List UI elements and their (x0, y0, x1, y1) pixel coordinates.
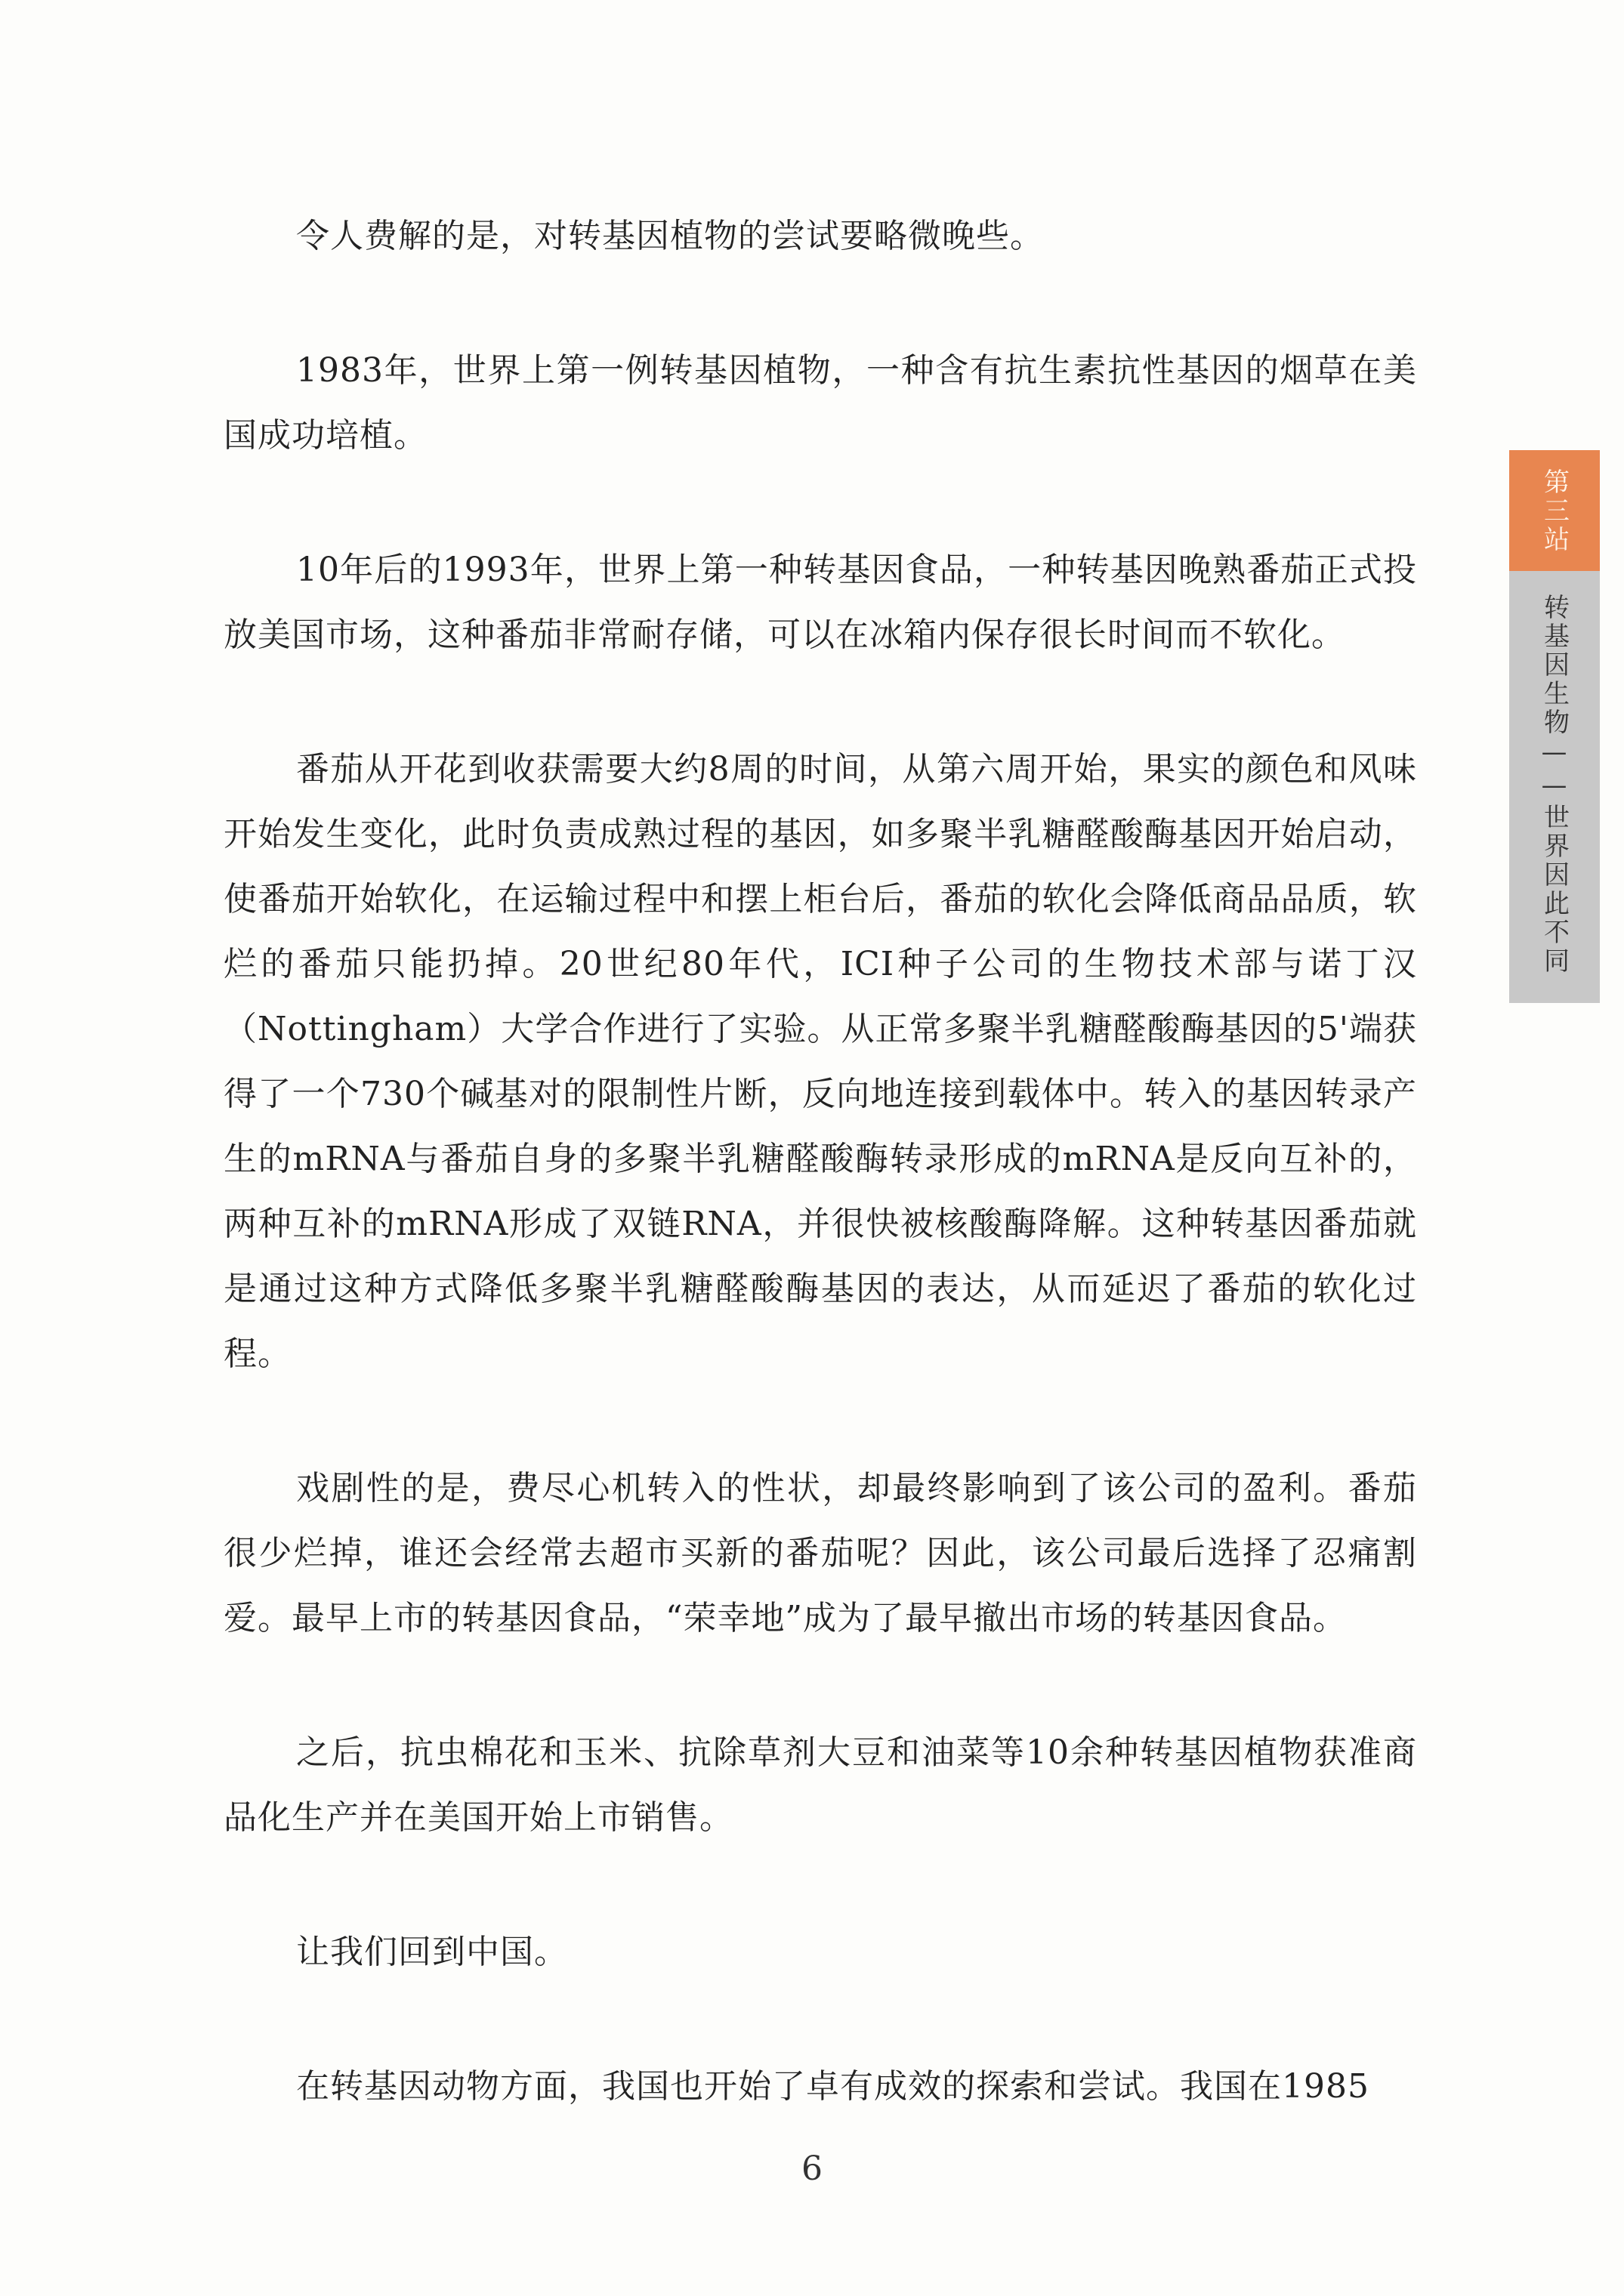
page-body (224, 204, 1417, 2189)
chapter-side-tab (1509, 450, 1600, 1003)
page-number: 6 (801, 2149, 823, 2188)
chapter-title-label (1509, 571, 1600, 1003)
paragraph: 让我们回到中国。 (296, 1933, 568, 1971)
chapter-station-label (1509, 450, 1600, 571)
paragraph: 番茄从开花到收获需要大约8周的时间，从第六周开始，果实的颜色和风味开始发生变化，此时负责成熟过程的基因，如多聚半乳糖醛酸酶基因开始启动，使番茄开始软化，在运输过程中和摆上柜台后，番茄的软化会降低商品品质，软烂的番茄只能扔掉。20世纪80年代，ICI种子公司的生物技术部与诺丁汉（Nottingham）大学合作进行了实验。从正常多聚半乳糖醛酸酶基因的5'端获得了一个730个碱基对的限制性片断，反向地连接到载体中。转入的基因转录产生的mRNA与番茄自身的多聚半乳糖醛酸酶转录形成的mRNA是反向互补的，两种互补的mRNA形成了双链RNA，并很快被核酸酶降解。这种转基因番茄就是通过这种方式降低多聚半乳糖醛酸酶基因的表达，从而延迟了番茄的软化过程。 (224, 750, 1417, 1373)
paragraph: 令人费解的是，对转基因植物的尝试要略微晚些。 (296, 217, 1044, 255)
paragraph: 10年后的1993年，世界上第一种转基因食品，一种转基因晚熟番茄正式投放美国市场，这种番茄非常耐存储，可以在冰箱内保存很长时间而不软化。 (224, 551, 1417, 654)
paragraph: 戏剧性的是，费尽心机转入的性状，却最终影响到了该公司的盈利。番茄很少烂掉，谁还会经常去超市买新的番茄呢？因此，该公司最后选择了忍痛割爱。最早上市的转基因食品，“荣幸地”成为了最早撤出市场的转基因食品。 (224, 1469, 1417, 1637)
paragraph: 之后，抗虫棉花和玉米、抗除草剂大豆和油菜等10余种转基因植物获准商品化生产并在美国开始上市销售。 (224, 1733, 1417, 1837)
chapter-station-text: 第三站 (1539, 468, 1570, 554)
paragraph: 1983年，世界上第一例转基因植物，一种含有抗生素抗性基因的烟草在美国成功培植。 (224, 351, 1417, 455)
paragraph: 在转基因动物方面，我国也开始了卓有成效的探索和尝试。我国在1985 (296, 2067, 1369, 2106)
chapter-title-text: 转基因生物——世界因此不同 (1539, 594, 1570, 976)
